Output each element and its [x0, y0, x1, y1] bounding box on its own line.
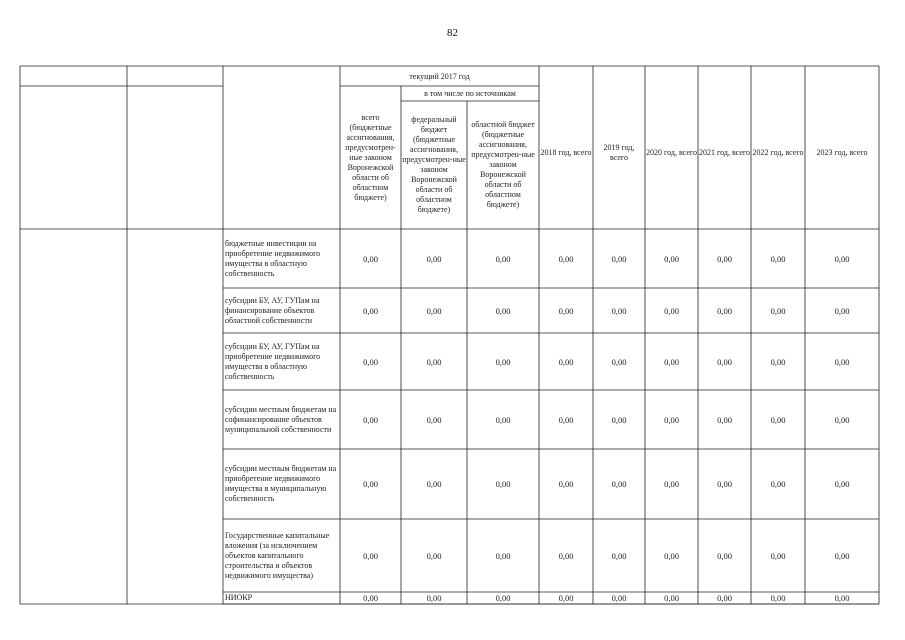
table-cell-value: 0,00: [834, 414, 850, 425]
header-year-2018: 2018 год, всего: [540, 147, 592, 157]
table-cell-value: 0,00: [664, 479, 679, 489]
table-cell-value: 0,00: [770, 593, 786, 603]
table-cell-value: 0,00: [611, 253, 627, 264]
row-label: субсидии местным бюджетам на софинансирование объектов муниципальной собственности: [225, 404, 337, 434]
table-cell-value: 0,00: [363, 550, 378, 561]
table-cell-value: 0,00: [426, 479, 442, 489]
table-cell-value: 0,00: [611, 550, 627, 561]
table-cell-value: 0,00: [426, 414, 442, 425]
table-cell-value: 0,00: [558, 414, 574, 425]
table-cell-value: 0,00: [664, 305, 679, 316]
header-regional: областной бюджет (бюджетные ассигнования, предусмотрен-ные законом Воронежской области об областном бюджете): [471, 120, 535, 209]
header-year-2022: 2022 год, всего: [752, 147, 804, 157]
table-cell-value: 0,00: [495, 550, 511, 561]
table-cell-value: 0,00: [834, 550, 850, 561]
table-cell-value: 0,00: [426, 550, 442, 561]
table-cell-value: 0,00: [611, 356, 627, 367]
header-year-2021: 2021 год, всего: [699, 147, 750, 157]
table-cell-value: 0,00: [834, 479, 850, 489]
table-cell-value: 0,00: [426, 593, 442, 603]
table-cell-value: 0,00: [363, 479, 378, 489]
table-cell-value: 0,00: [834, 593, 850, 603]
table-cell-value: 0,00: [834, 305, 850, 316]
table-cell-value: 0,00: [664, 593, 679, 603]
header-sources: в том числе по источникам: [424, 89, 516, 98]
table-cell-value: 0,00: [664, 550, 679, 561]
table-cell-value: 0,00: [717, 305, 732, 316]
row-label: субсидии БУ, АУ, ГУПам на финансирование объектов областной собственности: [225, 295, 320, 325]
table-cell-value: 0,00: [770, 356, 786, 367]
table-cell-value: 0,00: [363, 253, 378, 264]
table-cell-value: 0,00: [834, 356, 850, 367]
header-total: всего (бюджетные ассигнования, предусмотрен-ные законом Воронежской области об областном бюджете): [345, 112, 396, 202]
table-cell-value: 0,00: [558, 253, 574, 264]
table-cell-value: 0,00: [664, 414, 679, 425]
table-cell-value: 0,00: [611, 593, 627, 603]
table-cell-value: 0,00: [495, 253, 511, 264]
table-cell-value: 0,00: [717, 593, 732, 603]
table-cell-value: 0,00: [363, 414, 378, 425]
table-cell-value: 0,00: [558, 305, 574, 316]
table-cell-value: 0,00: [558, 356, 574, 367]
table-cell-value: 0,00: [495, 414, 511, 425]
table-cell-value: 0,00: [611, 479, 627, 489]
table-cell-value: 0,00: [495, 305, 511, 316]
table-cell-value: 0,00: [664, 253, 679, 264]
table-cell-value: 0,00: [495, 479, 511, 489]
header-current-year: текущий 2017 год: [409, 72, 470, 81]
header-year-2020: 2020 год, всего: [646, 147, 697, 157]
table-cell-value: 0,00: [558, 479, 574, 489]
table-cell-value: 0,00: [717, 550, 732, 561]
table-cell-value: 0,00: [770, 550, 786, 561]
table-cell-value: 0,00: [495, 356, 511, 367]
table-cell-value: 0,00: [611, 305, 627, 316]
header-federal: федеральный бюджет (бюджетные ассигнования, предусмотрен-ные законом Воронежской области об областном бюджете): [402, 115, 466, 214]
table-cell-value: 0,00: [363, 356, 378, 367]
table-cell-value: 0,00: [717, 414, 732, 425]
table-cell-value: 0,00: [426, 253, 442, 264]
table-cell-value: 0,00: [363, 593, 378, 603]
table-cell-value: 0,00: [363, 305, 378, 316]
table-cell-value: 0,00: [770, 479, 786, 489]
table-cell-value: 0,00: [717, 356, 732, 367]
table-cell-value: 0,00: [770, 305, 786, 316]
table-cell-value: 0,00: [426, 356, 442, 367]
table-cell-value: 0,00: [717, 253, 732, 264]
table-cell-value: 0,00: [770, 253, 786, 264]
table-cell-value: 0,00: [664, 356, 679, 367]
table-cell-value: 0,00: [495, 593, 511, 603]
table-cell-value: 0,00: [770, 414, 786, 425]
table-cell-value: 0,00: [426, 305, 442, 316]
table-cell-value: 0,00: [558, 593, 574, 603]
table-cell-value: 0,00: [611, 414, 627, 425]
table-cell-value: 0,00: [834, 253, 850, 264]
header-year-2023: 2023 год, всего: [816, 147, 868, 157]
row-label: бюджетные инвестиции на приобретение недвижимого имущества в областную собственность: [225, 238, 321, 278]
row-label: НИОКР: [225, 593, 253, 602]
row-label: субсидии БУ, АУ, ГУПам на приобретение недвижимого имущества в областную собственность: [225, 341, 321, 381]
table-cell-value: 0,00: [558, 550, 574, 561]
header-year-2019: 2019 год, всего: [603, 142, 635, 162]
page-number: 82: [447, 27, 458, 39]
row-label: Государственные капитальные вложения (за исключением объектов капитального строительства и объектов недвижимого имущества): [225, 530, 330, 580]
row-label: субсидии местным бюджетам на приобретение недвижимого имущества в муниципальную собственность: [225, 464, 337, 503]
table-cell-value: 0,00: [717, 479, 732, 489]
